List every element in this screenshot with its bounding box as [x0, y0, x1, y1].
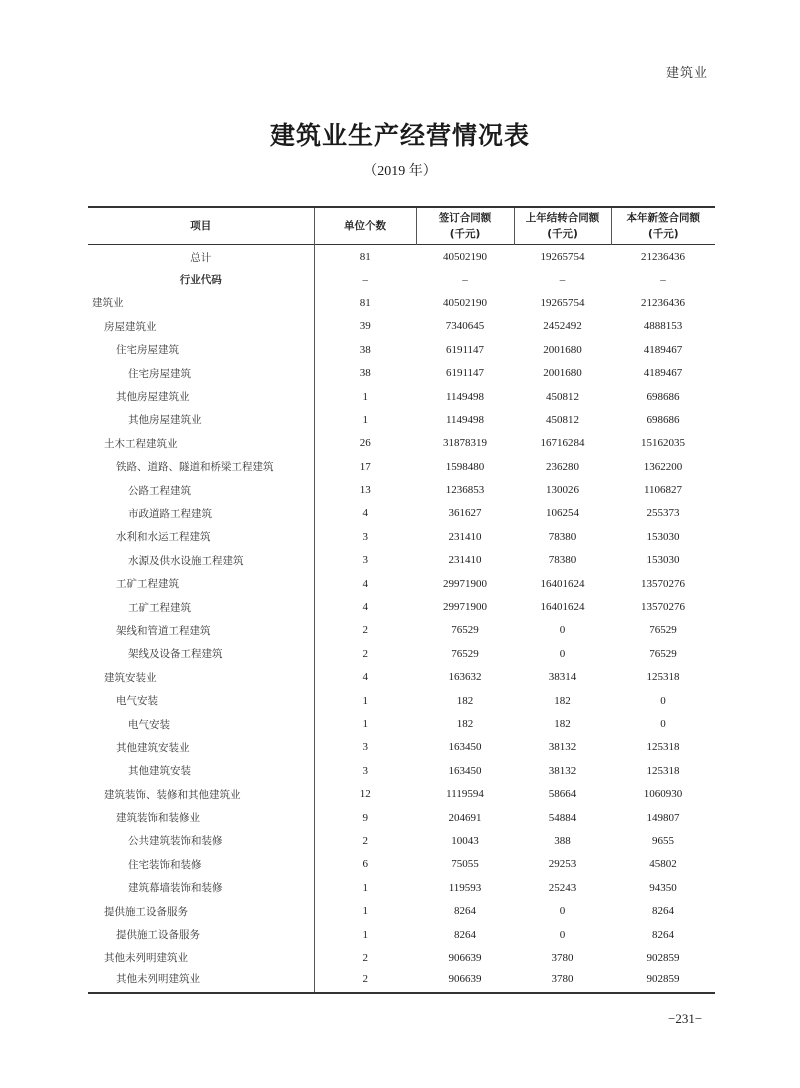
cell-unit-count: –	[362, 273, 368, 286]
cell-new-amount: 255373	[646, 507, 680, 520]
cell-unit-count: 81	[359, 251, 371, 264]
cell-new-amount: 8264	[652, 905, 674, 918]
cell-carried-amount: 130026	[546, 484, 579, 497]
cell-item-name: 住宅房屋建筑	[88, 361, 314, 384]
running-head: 建筑业	[665, 66, 708, 81]
table-row	[88, 970, 715, 993]
table-row	[88, 361, 715, 384]
cell-carried-amount: 182	[554, 718, 571, 730]
cell-carried-amount: 2452492	[543, 320, 582, 333]
cell-new-amount: 4189467	[643, 343, 683, 356]
table-row	[88, 619, 715, 642]
cell-item-name: 其他房屋建筑业	[88, 408, 314, 431]
cell-new-amount: 1106827	[643, 484, 683, 497]
cell-item-name: 总计	[88, 245, 314, 268]
cell-signed-amount: 1236853	[445, 484, 485, 497]
table-row	[88, 315, 715, 338]
cell-signed-amount: 29971900	[443, 577, 487, 590]
cell-new-amount: 698686	[646, 413, 680, 426]
table-row	[88, 946, 715, 969]
cell-signed-amount: 231410	[448, 554, 482, 567]
cell-signed-amount: 75055	[451, 858, 479, 871]
cell-item-name: 电气安装	[88, 689, 314, 712]
cell-signed-amount: 76529	[451, 647, 479, 660]
header-signed-amount	[416, 207, 514, 245]
cell-signed-amount: 163632	[448, 671, 482, 684]
cell-item-name: 公共建筑装饰和装修	[88, 829, 314, 852]
cell-signed-amount: 231410	[448, 530, 482, 543]
cell-unit-count: 9	[362, 811, 368, 824]
cell-new-amount: 125318	[646, 671, 680, 684]
table-row	[88, 291, 715, 314]
cell-unit-count: 17	[359, 460, 371, 473]
cell-unit-count: 1	[362, 718, 368, 730]
cell-new-amount: 76529	[649, 647, 677, 660]
cell-new-amount: 1060930	[643, 788, 683, 801]
table-body	[88, 245, 715, 994]
cell-new-amount: –	[660, 273, 666, 286]
cell-new-amount: 94350	[649, 881, 677, 894]
table-row	[88, 782, 715, 805]
cell-item-name: 其他房屋建筑业	[88, 385, 314, 408]
cell-item-name: 其他建筑安装业	[88, 736, 314, 759]
cell-signed-amount: 7340645	[445, 320, 485, 333]
cell-new-amount: 149807	[646, 811, 680, 824]
cell-item-name: 工矿工程建筑	[88, 572, 314, 595]
cell-carried-amount: 0	[559, 928, 566, 941]
table-row	[88, 245, 715, 268]
cell-unit-count: 3	[362, 554, 368, 567]
table-row	[88, 759, 715, 782]
table-header	[88, 207, 715, 245]
table-row	[88, 853, 715, 876]
cell-unit-count: 2	[362, 834, 368, 847]
cell-unit-count: 81	[359, 296, 371, 309]
header-unit: (千元)	[547, 228, 578, 240]
table-row	[88, 899, 715, 922]
cell-new-amount: 4189467	[643, 367, 683, 380]
cell-new-amount: 902859	[646, 972, 680, 985]
cell-carried-amount: 106254	[546, 507, 579, 520]
cell-signed-amount: –	[462, 273, 468, 286]
cell-new-amount: 9655	[652, 834, 674, 847]
header-unit: (千元)	[647, 228, 679, 240]
table-row	[88, 478, 715, 501]
cell-carried-amount: 19265754	[540, 251, 585, 264]
table-row	[88, 525, 715, 548]
cell-new-amount: 4888153	[643, 320, 683, 333]
cell-new-amount: 21236436	[641, 251, 685, 264]
cell-item-name: 其他建筑安装	[88, 759, 314, 782]
cell-unit-count: 2	[362, 647, 368, 660]
cell-carried-amount: 450812	[546, 390, 579, 403]
cell-unit-count: 3	[362, 741, 368, 754]
table-row	[88, 432, 715, 455]
header-unit: (千元)	[449, 228, 481, 240]
cell-unit-count: 12	[359, 788, 371, 801]
cell-carried-amount: 182	[554, 694, 571, 707]
header-label: 上年结转合同额	[525, 212, 600, 224]
cell-item-name: 行业代码	[88, 268, 314, 291]
cell-signed-amount: 182	[456, 694, 474, 707]
cell-signed-amount: 8264	[454, 905, 476, 918]
cell-new-amount: 76529	[649, 624, 677, 637]
cell-carried-amount: 38132	[548, 741, 577, 754]
cell-item-name: 架线及设备工程建筑	[88, 642, 314, 665]
cell-carried-amount: 25243	[548, 881, 577, 894]
cell-new-amount: 13570276	[641, 601, 685, 614]
table-row	[88, 806, 715, 829]
table-row	[88, 642, 715, 665]
cell-item-name: 住宅装饰和装修	[88, 853, 314, 876]
cell-carried-amount: 450812	[546, 413, 579, 426]
cell-carried-amount: 16401624	[540, 601, 585, 614]
cell-new-amount: 125318	[646, 741, 680, 754]
cell-carried-amount: 16716284	[540, 437, 585, 450]
cell-carried-amount: 236280	[546, 460, 579, 473]
cell-signed-amount: 361627	[448, 507, 482, 520]
cell-unit-count: 1	[362, 881, 368, 894]
cell-carried-amount: 29253	[548, 858, 577, 871]
cell-signed-amount: 31878319	[443, 437, 487, 450]
cell-item-name: 其他未列明建筑业	[88, 970, 314, 993]
cell-new-amount: 0	[660, 694, 666, 707]
cell-item-name: 住宅房屋建筑	[88, 338, 314, 361]
cell-unit-count: 39	[359, 320, 371, 333]
cell-new-amount: 1362200	[643, 460, 683, 473]
cell-new-amount: 45802	[649, 858, 677, 871]
cell-signed-amount: 119593	[448, 881, 482, 894]
cell-carried-amount: 388	[554, 834, 571, 847]
page-number: −231−	[668, 1011, 703, 1026]
table-row	[88, 385, 715, 408]
table-row	[88, 689, 715, 712]
header-row	[88, 207, 715, 245]
cell-signed-amount: 1149498	[445, 390, 485, 403]
cell-carried-amount: 3780	[551, 972, 574, 985]
cell-signed-amount: 40502190	[443, 296, 487, 309]
cell-signed-amount: 40502190	[443, 251, 487, 264]
cell-carried-amount: 58664	[548, 788, 577, 801]
cell-unit-count: 4	[362, 577, 368, 590]
cell-item-name: 工矿工程建筑	[88, 595, 314, 618]
cell-item-name: 提供施工设备服务	[88, 899, 314, 922]
cell-new-amount: 698686	[646, 390, 680, 403]
cell-signed-amount: 163450	[448, 741, 482, 754]
table-row	[88, 502, 715, 525]
cell-unit-count: 26	[359, 437, 371, 450]
cell-carried-amount: 78380	[548, 554, 577, 567]
cell-new-amount: 125318	[646, 764, 680, 777]
cell-item-name: 提供施工设备服务	[88, 923, 314, 946]
header-label: 本年新签合同额	[626, 212, 700, 224]
cell-item-name: 房屋建筑业	[88, 315, 314, 338]
cell-new-amount: 902859	[646, 951, 680, 964]
cell-carried-amount: 54884	[548, 811, 577, 824]
header-new-amount	[611, 207, 715, 245]
cell-new-amount: 21236436	[641, 296, 685, 309]
cell-unit-count: 13	[359, 484, 371, 497]
data-table-container	[88, 206, 715, 994]
header-label: 单位个数	[344, 220, 386, 232]
header-label: 项目	[190, 220, 212, 232]
cell-unit-count: 4	[362, 507, 368, 520]
cell-item-name: 市政道路工程建筑	[88, 502, 314, 525]
cell-carried-amount: –	[559, 273, 566, 286]
cell-carried-amount: 0	[559, 905, 566, 918]
cell-item-name: 其他未列明建筑业	[88, 946, 314, 969]
table-row	[88, 408, 715, 431]
header-item	[88, 207, 314, 245]
cell-item-name: 建筑装饰和装修业	[88, 806, 314, 829]
cell-signed-amount: 1149498	[445, 413, 485, 426]
header-label: 签订合同额	[438, 212, 492, 224]
cell-unit-count: 1	[362, 905, 368, 918]
table-row	[88, 268, 715, 291]
cell-signed-amount: 8264	[454, 928, 476, 941]
cell-unit-count: 2	[362, 972, 368, 985]
cell-carried-amount: 2001680	[543, 343, 582, 356]
cell-unit-count: 6	[362, 858, 368, 871]
cell-signed-amount: 204691	[448, 811, 482, 824]
cell-unit-count: 38	[359, 367, 371, 380]
cell-new-amount: 0	[660, 718, 666, 730]
cell-unit-count: 4	[362, 671, 368, 684]
cell-signed-amount: 1119594	[446, 788, 484, 801]
table-row	[88, 338, 715, 361]
cell-carried-amount: 78380	[548, 530, 577, 543]
cell-carried-amount: 2001680	[543, 367, 582, 380]
cell-signed-amount: 182	[456, 718, 474, 730]
table-row	[88, 572, 715, 595]
header-carried-amount	[514, 207, 611, 245]
cell-item-name: 铁路、道路、隧道和桥梁工程建筑	[88, 455, 314, 478]
cell-unit-count: 1	[362, 928, 368, 941]
cell-unit-count: 3	[362, 764, 368, 777]
cell-unit-count: 1	[362, 694, 368, 707]
cell-item-name: 电气安装	[88, 712, 314, 735]
cell-item-name: 土木工程建筑业	[88, 432, 314, 455]
cell-signed-amount: 906639	[448, 972, 482, 985]
table-row	[88, 549, 715, 572]
cell-unit-count: 1	[362, 413, 368, 426]
cell-carried-amount: 0	[559, 647, 566, 660]
cell-signed-amount: 6191147	[445, 367, 485, 380]
cell-unit-count: 4	[362, 601, 368, 614]
cell-signed-amount: 29971900	[443, 601, 487, 614]
cell-new-amount: 153030	[646, 530, 680, 543]
cell-item-name: 建筑装饰、装修和其他建筑业	[88, 782, 314, 805]
cell-item-name: 建筑安装业	[88, 666, 314, 689]
cell-unit-count: 3	[362, 530, 368, 543]
cell-signed-amount: 1598480	[445, 460, 485, 473]
cell-new-amount: 15162035	[641, 437, 685, 450]
cell-carried-amount: 16401624	[540, 577, 585, 590]
page-subtitle: （2019 年）	[363, 164, 437, 179]
cell-carried-amount: 19265754	[540, 296, 585, 309]
cell-unit-count: 1	[362, 390, 368, 403]
cell-carried-amount: 38132	[548, 764, 577, 777]
cell-new-amount: 8264	[652, 928, 674, 941]
cell-carried-amount: 0	[559, 624, 566, 637]
cell-signed-amount: 163450	[448, 764, 482, 777]
table-row	[88, 736, 715, 759]
cell-item-name: 水源及供水设施工程建筑	[88, 549, 314, 572]
cell-item-name: 公路工程建筑	[88, 478, 314, 501]
cell-item-name: 水利和水运工程建筑	[88, 525, 314, 548]
table-row	[88, 876, 715, 899]
table-row	[88, 595, 715, 618]
cell-item-name: 建筑业	[88, 291, 314, 314]
cell-new-amount: 153030	[646, 554, 680, 567]
cell-unit-count: 2	[362, 624, 368, 637]
cell-item-name: 建筑幕墙装饰和装修	[88, 876, 314, 899]
cell-new-amount: 13570276	[641, 577, 685, 590]
cell-signed-amount: 76529	[451, 624, 479, 637]
table-row	[88, 923, 715, 946]
cell-carried-amount: 38314	[548, 671, 577, 684]
table-row	[88, 455, 715, 478]
table-row	[88, 712, 715, 735]
header-unit-count	[314, 207, 416, 245]
table-row	[88, 666, 715, 689]
cell-signed-amount: 10043	[451, 834, 479, 847]
cell-signed-amount: 906639	[448, 951, 482, 964]
cell-item-name: 架线和管道工程建筑	[88, 619, 314, 642]
page-title: 建筑业生产经营情况表	[269, 121, 530, 150]
table-row	[88, 829, 715, 852]
construction-operations-table	[88, 206, 715, 994]
cell-carried-amount: 3780	[551, 951, 574, 964]
cell-signed-amount: 6191147	[445, 343, 485, 356]
cell-unit-count: 2	[362, 951, 368, 964]
cell-unit-count: 38	[359, 343, 371, 356]
